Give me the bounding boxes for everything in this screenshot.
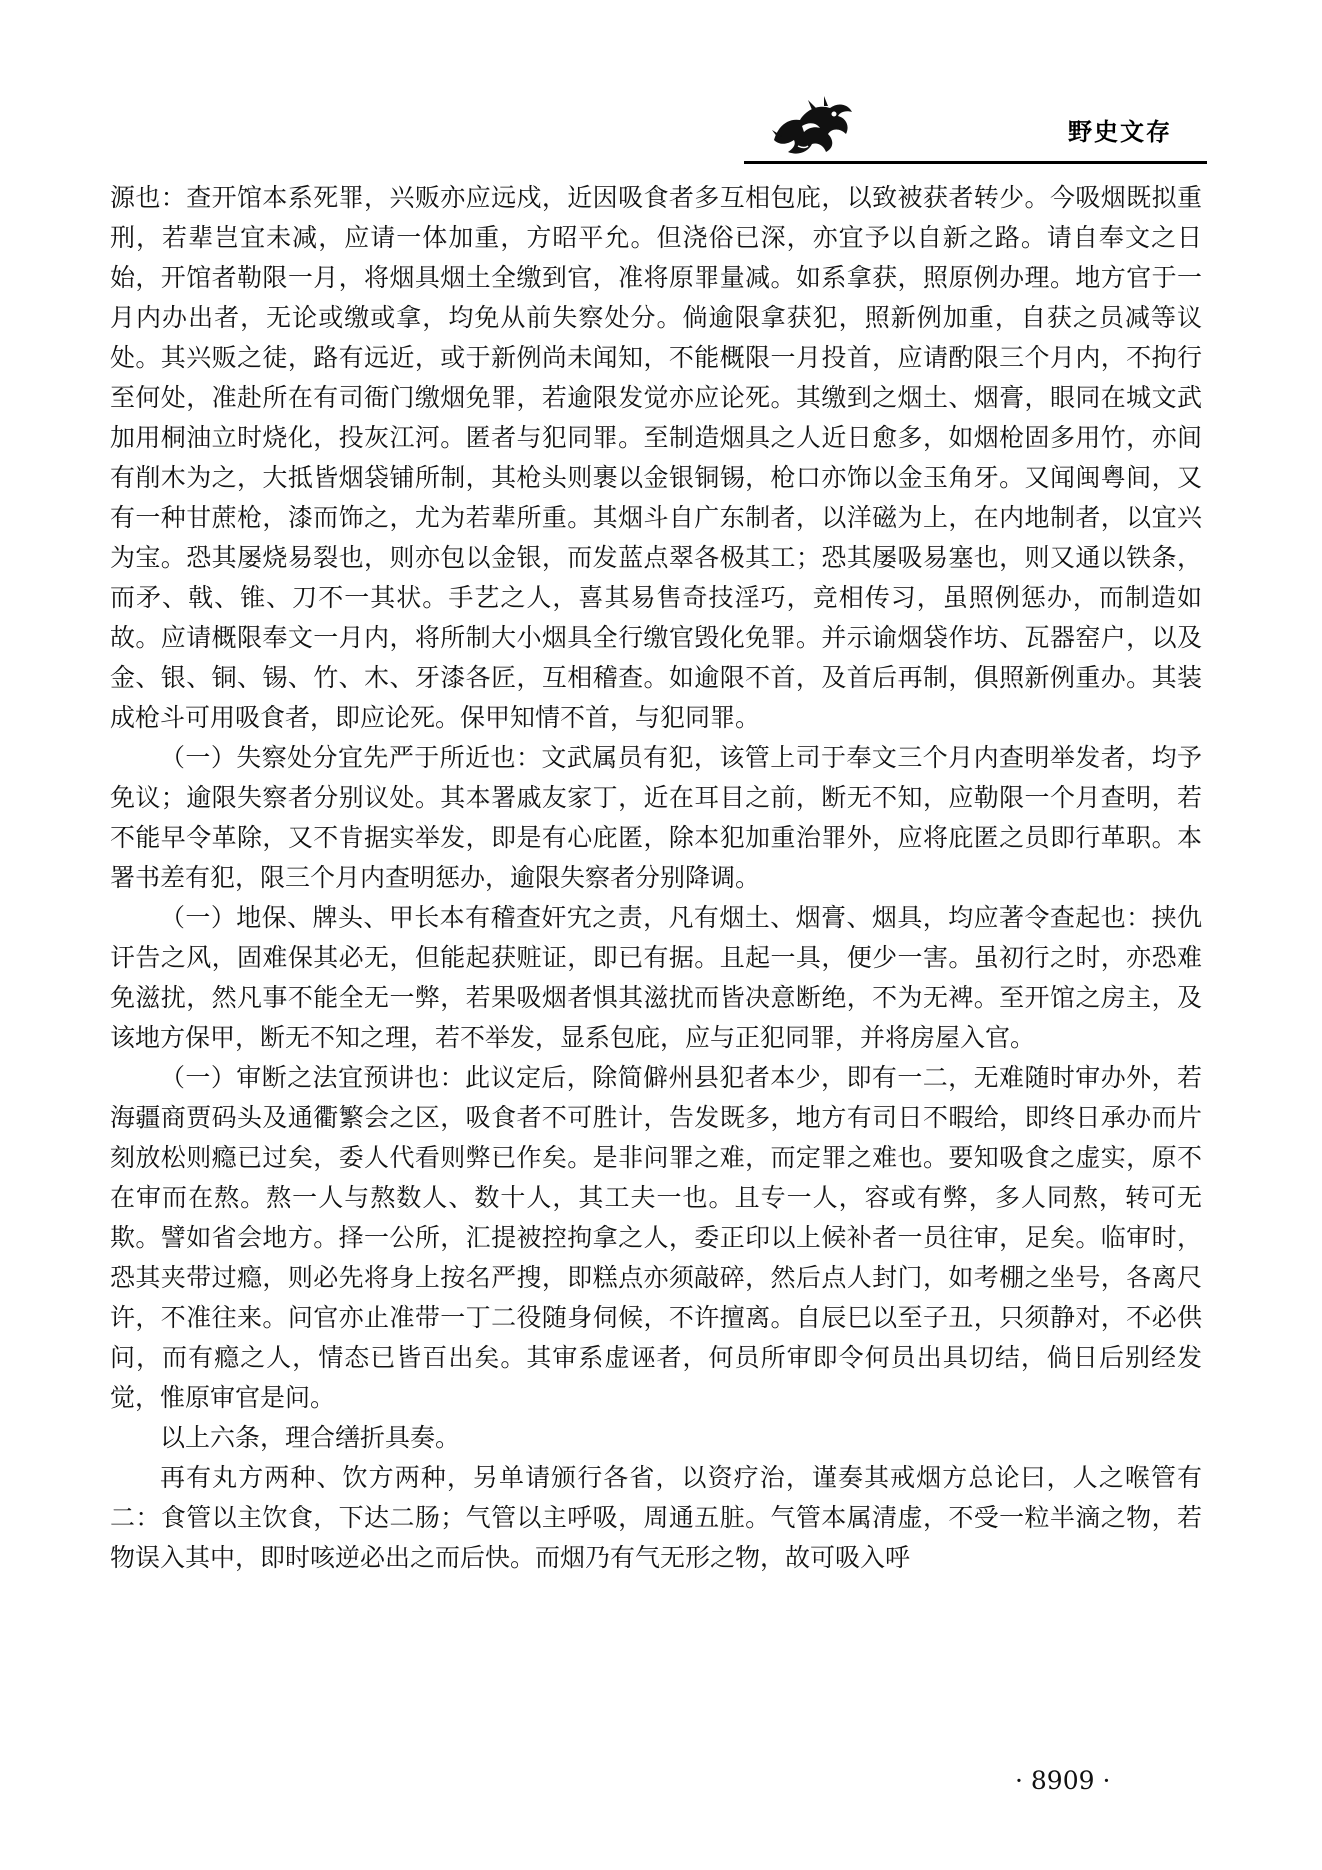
paragraph-article-dereliction: （一）失察处分宜先严于所近也：文武属员有犯，该管上司于奉文三个月内查明举发者，均予免议；逾限失察者分别议处。其本署戚友家丁，近在耳目之前，断无不知，应勒限一个月查明，若不能早令革除，又不肯据实举发，即是有心庇匿，除本犯加重治罪外，应将庇匿之员即行革职。本署书差有犯，限三个月内查明惩办，逾限失察者分别降调。 <box>110 743 1202 892</box>
running-header <box>0 0 1322 175</box>
body-text <box>110 178 1202 1578</box>
paragraph-conclusion: 以上六条，理合缮折具奏。 <box>160 1423 461 1452</box>
header-divider <box>744 161 1207 164</box>
paragraph-remedies: 再有丸方两种、饮方两种，另单请颁行各省，以资疗治，谨奏其戒烟方总论曰，人之喉管有二：食管以主饮食，下达二肠；气管以主呼吸，周通五脏。气管本属清虚，不受一粒半滴之物，若物误入其中，即时咳逆必出之而后快。而烟乃有气无形之物，故可吸入呼 <box>110 1463 1202 1572</box>
paragraph-article-trial: （一）审断之法宜预讲也：此议定后，除简僻州县犯者本少，即有一二，无难随时审办外，若海疆商贾码头及通衢繁会之区，吸食者不可胜计，告发既多，地方有司日不暇给，即终日承办而片刻放松则瘾已过矣，委人代看则弊已作矣。是非问罪之难，而定罪之难也。要知吸食之虚实，原不在审而在熬。熬一人与熬数人、数十人，其工夫一也。且专一人，容或有弊，多人同熬，转可无欺。譬如省会地方。择一公所，汇提被控拘拿之人，委正印以上候补者一员往审，足矣。临审时，恐其夹带过瘾，则必先将身上按名严搜，即糕点亦须敲碎，然后点人封门，如考棚之坐号，各离尺许，不准往来。问官亦止准带一丁二役随身伺候，不许擅离。自辰巳以至子丑，只须静对，不必供问，而有瘾之人，情态已皆百出矣。其审系虚诬者，何员所审即令何员出具切结，倘日后别经发觉，惟原审官是问。 <box>110 1063 1202 1412</box>
series-title: 野史文存 <box>1068 118 1172 146</box>
paragraph-article-inspection: （一）地保、牌头、甲长本有稽查奸宄之责，凡有烟土、烟膏、烟具，均应著令查起也：挟仇讦告之风，固难保其必无，但能起获赃证，即已有据。且起一具，便少一害。虽初行之时，亦恐难免滋扰，然凡事不能全无一弊，若果吸烟者惧其滋扰而皆决意断绝，不为无裨。至开馆之房主，及该地方保甲，断无不知之理，若不举发，显系包庇，应与正犯同罪，并将房屋入官。 <box>110 903 1202 1052</box>
paragraph-continued: 源也：查开馆本系死罪，兴贩亦应远戍，近因吸食者多互相包庇，以致被获者转少。今吸烟既拟重刑，若辈岂宜未减，应请一体加重，方昭平允。但浇俗已深，亦宜予以自新之路。请自奉文之日始，开馆者勒限一月，将烟具烟土全缴到官，准将原罪量减。如系拿获，照原例办理。地方官于一月内办出者，无论或缴或拿，均免从前失察处分。倘逾限拿获犯，照新例加重，自获之员减等议处。其兴贩之徒，路有远近，或于新例尚未闻知，不能概限一月投首，应请酌限三个月内，不拘行至何处，准赴所在有司衙门缴烟免罪，若逾限发觉亦应论死。其缴到之烟土、烟膏，眼同在城文武加用桐油立时烧化，投灰江河。匿者与犯同罪。至制造烟具之人近日愈多，如烟枪固多用竹，亦间有削木为之，大抵皆烟袋铺所制，其枪头则裹以金银铜锡，枪口亦饰以金玉角牙。又闻闽粤间，又有一种甘蔗枪，漆而饰之，尤为若辈所重。其烟斗自广东制者，以洋磁为上，在内地制者，以宜兴为宝。恐其屡烧易裂也，则亦包以金银，而发蓝点翠各极其工；恐其屡吸易塞也，则又通以铁条，而矛、戟、锥、刀不一其状。手艺之人，喜其易售奇技淫巧，竞相传习，虽照例惩办，而制造如故。应请概限奉文一月内，将所制大小烟具全行缴官毁化免罪。并示谕烟袋作坊、瓦器窑户，以及金、银、铜、锡、竹、木、牙漆各匠，互相稽查。如逾限不首，及首后再制，俱照新例重办。其装成枪斗可用吸食者，即应论死。保甲知情不首，与犯同罪。 <box>110 183 1202 732</box>
page-number: · 8909 · <box>1015 1766 1111 1795</box>
dragon-emblem-icon <box>768 96 856 158</box>
